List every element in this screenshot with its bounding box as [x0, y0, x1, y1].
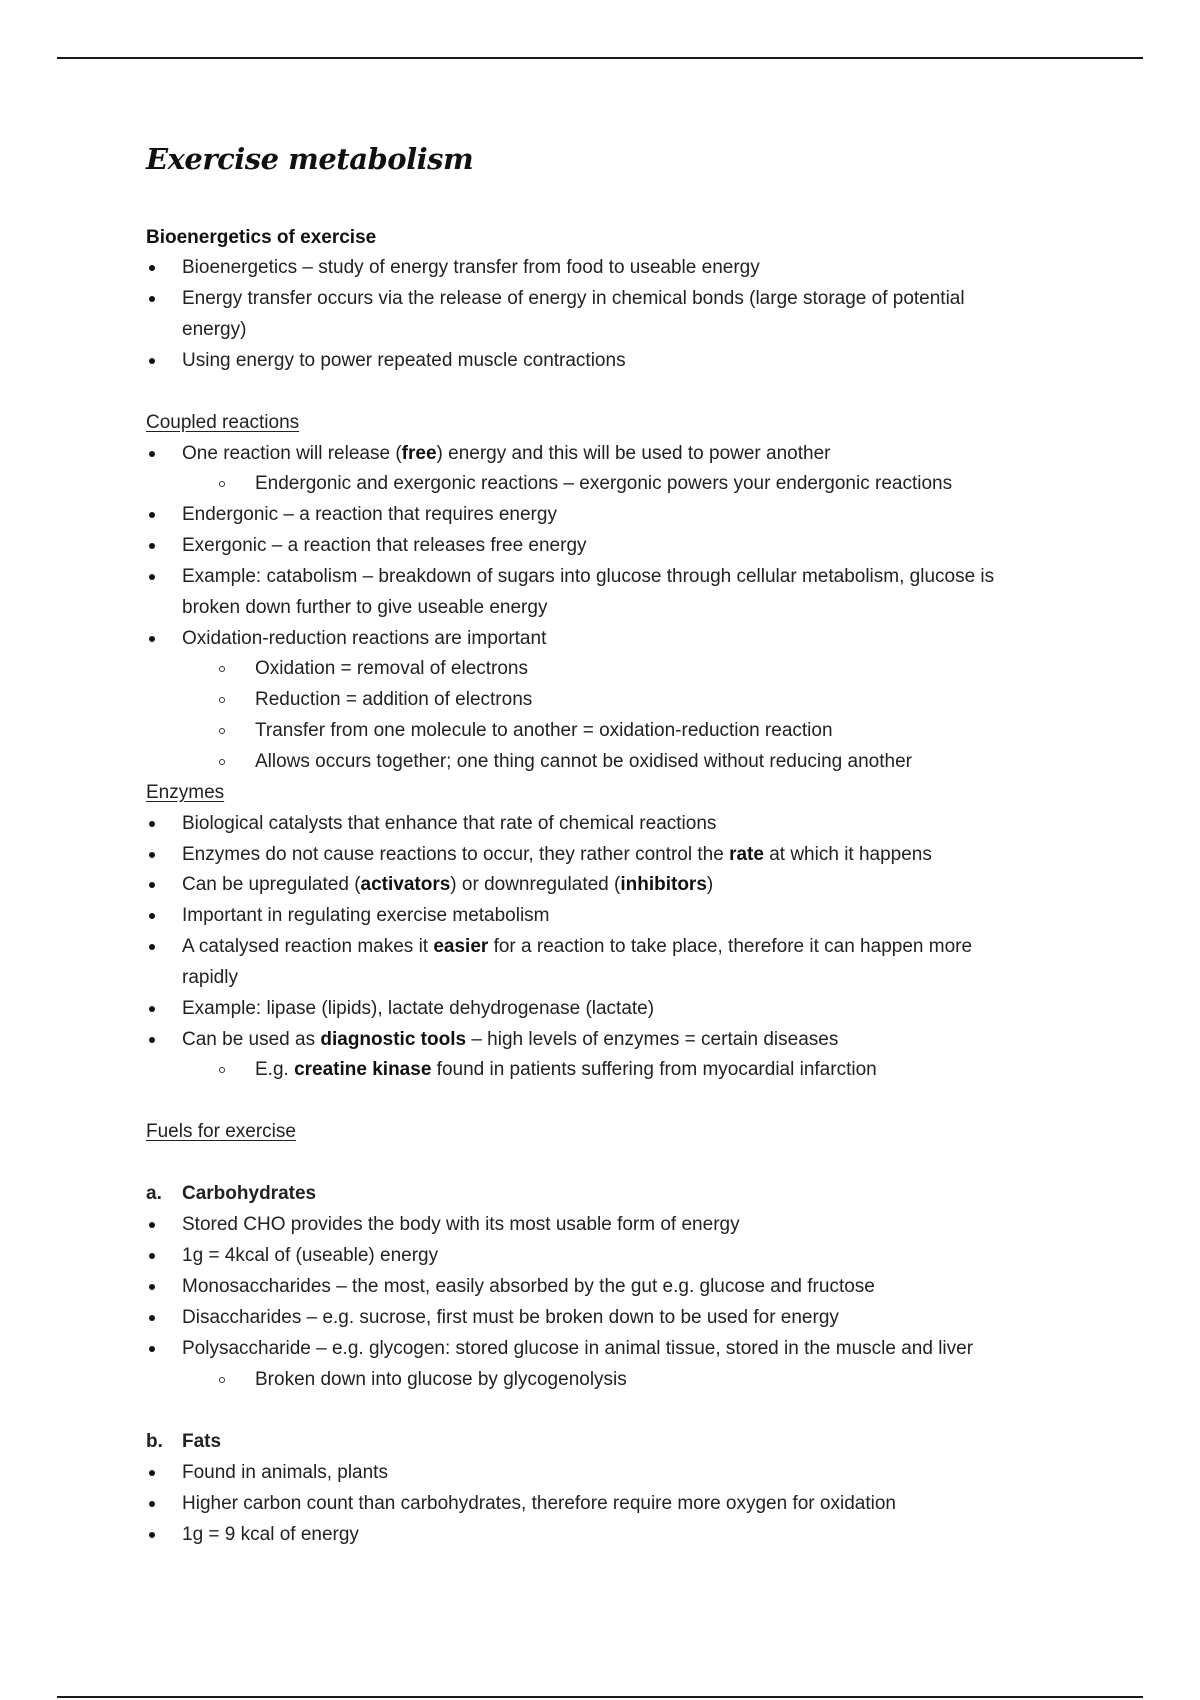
top-rule — [57, 57, 1143, 59]
bottom-rule — [57, 1696, 1143, 1698]
section-heading-coupled-reactions: Coupled reactions — [146, 412, 300, 433]
section-heading-fuels: Fuels for exercise — [146, 1121, 296, 1142]
page-title: Exercise metabolism — [146, 142, 474, 176]
section-heading-enzymes: Enzymes — [146, 782, 225, 803]
section-heading-bioenergetics: Bioenergetics of exercise — [146, 227, 377, 248]
